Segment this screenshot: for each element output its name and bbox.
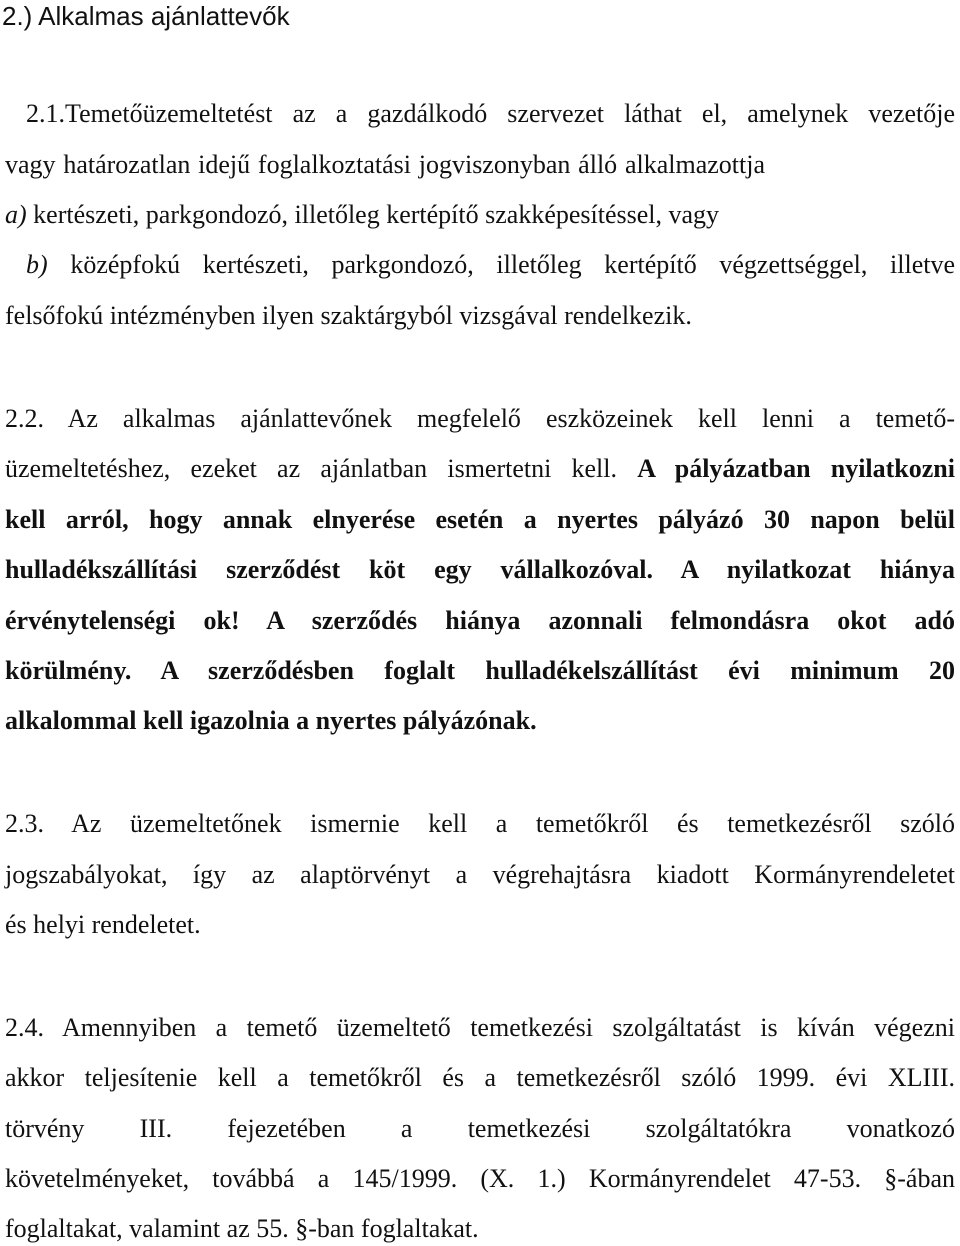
section-2-2-line-3: kell arról, hogy annak elnyerése esetén a nyertes pályázó 30 napon belül — [5, 505, 955, 534]
section-2-1-line-4 — [26, 248, 955, 282]
list-marker-b: b) — [26, 250, 48, 279]
section-2-2-line-2 — [5, 452, 955, 486]
section-2-3-line-2: jogszabályokat, így az alaptörvényt a végrehajtásra kiadott Kormányrendeletet — [5, 860, 955, 889]
list-item-a-text: kertészeti, parkgondozó, illetőleg kertépítő szakképesítéssel, vagy — [26, 200, 720, 229]
section-2-1-line-3 — [5, 198, 955, 232]
section-2-2-line-6: körülmény. A szerződésben foglalt hulladékelszállítást évi minimum 20 — [5, 656, 955, 685]
section-2-1-line-5: felsőfokú intézményben ilyen szaktárgyból vizsgával rendelkezik. — [5, 301, 692, 330]
section-2-4-line-1: 2.4. Amennyiben a temető üzemeltető temetkezési szolgáltatást is kíván végezni — [5, 1013, 955, 1042]
list-item-b-text: középfokú kertészeti, parkgondozó, illetőleg kertépítő végzettséggel, illetve — [47, 250, 955, 279]
section-heading: 2.) Alkalmas ajánlattevők — [2, 1, 290, 31]
section-2-4-line-4: követelményeket, továbbá a 145/1999. (X. 1.) Kormányrendelet 47-53. §-ában — [5, 1164, 955, 1193]
list-marker-a: a) — [5, 200, 27, 229]
section-2-2-line-2-bold: A pályázatban nyilatkozni — [637, 454, 955, 483]
section-2-1-line-2: vagy határozatlan idejű foglalkoztatási jogviszonyban álló alkalmazottja — [5, 150, 765, 179]
section-2-3-line-1: 2.3. Az üzemeltetőnek ismernie kell a temetőkről és temetkezésről szóló — [5, 809, 955, 838]
section-2-3-line-3: és helyi rendeletet. — [5, 910, 201, 939]
section-2-2-line-2-normal: üzemeltetéshez, ezeket az ajánlatban ismertetni kell. — [5, 454, 638, 483]
section-2-4-line-5: foglaltakat, valamint az 55. §-ban foglaltakat. — [5, 1214, 479, 1243]
section-2-4-line-3: törvény III. fejezetében a temetkezési szolgáltatókra vonatkozó — [5, 1114, 955, 1143]
section-2-2-line-4: hulladékszállítási szerződést köt egy vállalkozóval. A nyilatkozat hiánya — [5, 555, 955, 584]
section-2-2-line-7: alkalommal kell igazolnia a nyertes pályázónak. — [5, 706, 537, 735]
section-2-1-line-1: 2.1.Temetőüzemeltetést az a gazdálkodó szervezet láthat el, amelynek vezetője — [26, 99, 955, 128]
section-2-2-line-1: 2.2. Az alkalmas ajánlattevőnek megfelelő eszközeinek kell lenni a temető- — [5, 404, 955, 433]
section-2-4-line-2: akkor teljesítenie kell a temetőkről és a temetkezésről szóló 1999. évi XLIII. — [5, 1063, 955, 1092]
section-2-2-line-5: érvénytelenségi ok! A szerződés hiánya azonnali felmondásra okot adó — [5, 606, 955, 635]
